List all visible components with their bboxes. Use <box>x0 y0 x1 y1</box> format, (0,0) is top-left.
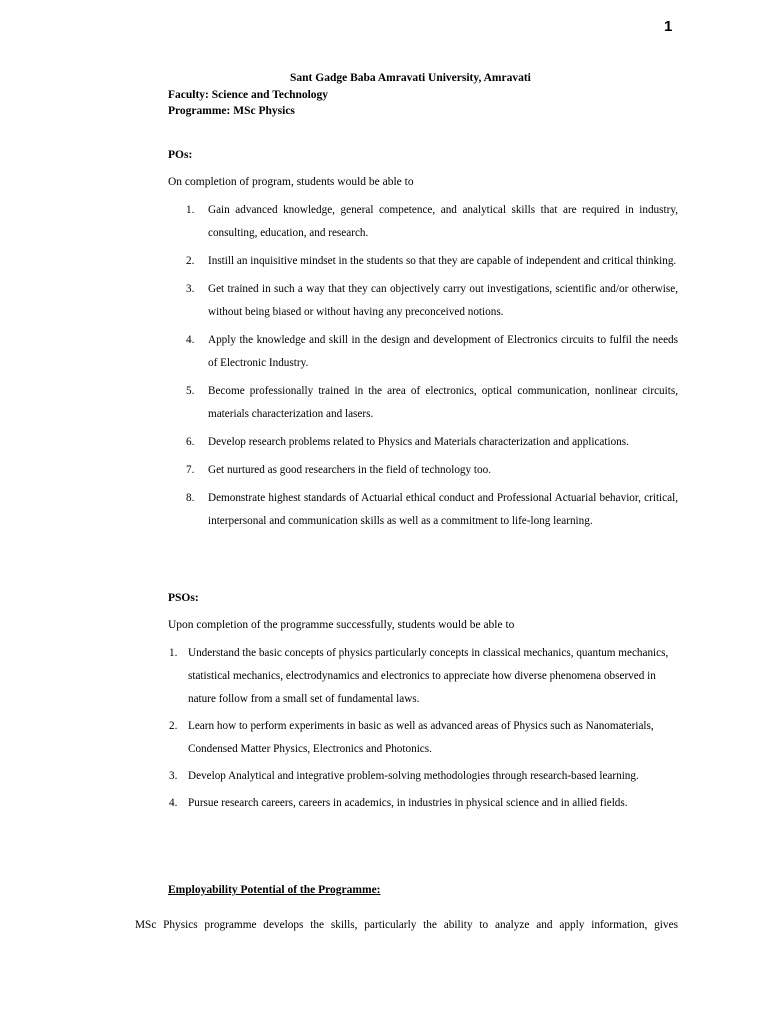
list-number: 1. <box>169 647 178 659</box>
faculty-line: Faculty: Science and Technology <box>168 88 329 101</box>
list-item <box>186 329 678 375</box>
list-text: Develop research problems related to Physics and Materials characterization and applications. <box>208 436 629 448</box>
list-number: 4. <box>169 797 178 809</box>
university-title: Sant Gadge Baba Amravati University, Amravati <box>290 72 531 84</box>
document-header <box>168 70 531 120</box>
list-number: 5. <box>186 385 195 397</box>
list-text: Instill an inquisitive mindset in the students so that they are capable of independent and critical thinking. <box>208 255 677 267</box>
list-item <box>186 459 678 482</box>
psos-intro: Upon completion of the programme successfully, students would be able to <box>168 619 515 631</box>
employability-heading: Employability Potential of the Programme: <box>168 884 381 896</box>
list-text: Learn how to perform experiments in basic as well as advanced areas of Physics such as Nanomaterials, Condensed Matter Physics, Electronics and Photonics. <box>188 720 654 755</box>
list-text: Pursue research careers, careers in academics, in industries in physical science and in allied fields. <box>188 797 628 809</box>
list-number: 7. <box>186 464 195 476</box>
list-number: 4. <box>186 334 195 346</box>
list-number: 2. <box>186 255 195 267</box>
list-text: Apply the knowledge and skill in the design and development of Electronics circuits to fulfil the needs of Electronic Industry. <box>208 334 678 369</box>
list-item <box>169 642 678 711</box>
list-number: 2. <box>169 720 178 732</box>
psos-heading: PSOs: <box>168 592 199 604</box>
list-item <box>169 792 678 815</box>
list-text: Get nurtured as good researchers in the field of technology too. <box>208 464 492 476</box>
psos-list <box>169 642 678 819</box>
list-number: 8. <box>186 492 195 504</box>
list-item <box>186 431 678 454</box>
employability-text: MSc Physics programme develops the skills, particularly the ability to analyze and apply information, gives <box>135 919 678 931</box>
list-text: Become professionally trained in the area of electronics, optical communication, nonlinear circuits, materials characterization and lasers. <box>208 385 678 420</box>
list-text: Get trained in such a way that they can objectively carry out investigations, scientific and/or otherwise, without being biased or without having any preconceived notions. <box>208 283 678 318</box>
list-item <box>169 765 678 788</box>
pos-list <box>186 199 678 538</box>
programme-line: Programme: MSc Physics <box>168 105 295 117</box>
list-number: 3. <box>186 283 195 295</box>
page-number: 1 <box>664 18 673 35</box>
list-item <box>186 380 678 426</box>
pos-heading: POs: <box>168 149 193 161</box>
list-number: 1. <box>186 204 195 216</box>
list-text: Develop Analytical and integrative problem-solving methodologies through research-based learning. <box>188 770 639 782</box>
list-item <box>186 250 678 273</box>
list-number: 6. <box>186 436 195 448</box>
list-item <box>186 487 678 533</box>
pos-intro: On completion of program, students would be able to <box>168 176 414 188</box>
list-text: Gain advanced knowledge, general competence, and analytical skills that are required in industry, consulting, education, and research. <box>208 204 678 239</box>
list-item <box>169 715 678 761</box>
list-number: 3. <box>169 770 178 782</box>
list-text: Demonstrate highest standards of Actuarial ethical conduct and Professional Actuarial behavior, critical, interpersonal and communication skills as well as a commitment to life-long learning. <box>208 492 678 527</box>
list-item <box>186 278 678 324</box>
list-text: Understand the basic concepts of physics particularly concepts in classical mechanics, quantum mechanics, statistical mechanics, electrodynamics and electronics to appreciate how diverse phenomena observed in nature follow from a small set of fundamental laws. <box>188 647 669 705</box>
list-item <box>186 199 678 245</box>
